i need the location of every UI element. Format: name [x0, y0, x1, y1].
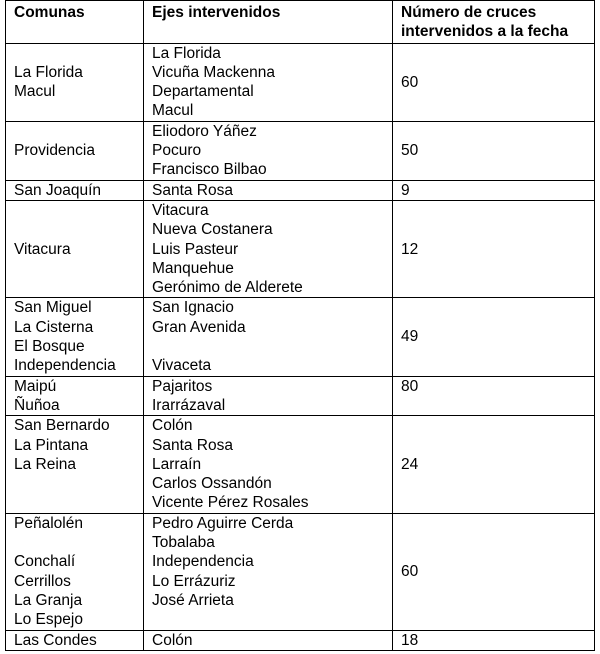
comuna-name: La Reina: [14, 455, 77, 473]
cell-comunas: [6, 180, 144, 200]
cell-comunas: [6, 43, 144, 121]
table-row: [6, 43, 595, 121]
table-header-row: [6, 1, 595, 44]
header-line: Comunas: [14, 4, 85, 21]
comuna-name: Maipú: [14, 377, 57, 395]
cell-cruces: [393, 43, 595, 121]
cell-ejes: [144, 180, 393, 200]
comuna-name: Macul: [14, 83, 56, 101]
cell-cruces: [393, 200, 595, 297]
eje-name: Independencia: [152, 553, 254, 571]
cruces-count: 24: [401, 455, 419, 473]
cell-comunas: [6, 200, 144, 297]
eje-name: La Florida: [152, 44, 221, 62]
table-row: [6, 416, 595, 513]
eje-name: Vicuña Mackenna: [152, 63, 275, 81]
eje-name: Colón: [152, 417, 193, 435]
cell-ejes: [144, 298, 393, 376]
header-line: Número de cruces: [401, 4, 537, 21]
comuna-name: La Florida: [14, 63, 83, 81]
eje-name: Carlos Ossandón: [152, 475, 272, 493]
table-row: [6, 376, 595, 416]
cruces-count: 12: [401, 240, 419, 258]
cell-cruces: [393, 513, 595, 630]
cruces-count: 80: [401, 377, 419, 395]
table-row: [6, 513, 595, 630]
cruces-count: 50: [401, 142, 419, 160]
cell-cruces: [393, 416, 595, 513]
comuna-name: Conchalí: [14, 553, 76, 571]
table-row: [6, 200, 595, 297]
cell-comunas: [6, 416, 144, 513]
eje-name: Manquehue: [152, 259, 234, 277]
comuna-name: San Joaquín: [14, 181, 102, 199]
cell-comunas: [6, 513, 144, 630]
header-cruces: [393, 1, 595, 44]
eje-name: Nueva Costanera: [152, 221, 273, 239]
eje-name: Lo Errázuriz: [152, 572, 236, 590]
header-ejes: [144, 1, 393, 44]
cell-comunas: [6, 298, 144, 376]
eje-name: Pedro Aguirre Cerda: [152, 514, 294, 532]
intersections-table: [5, 0, 595, 651]
comuna-name: Independencia: [14, 357, 116, 375]
table-row: [6, 298, 595, 376]
eje-name: Santa Rosa: [152, 436, 233, 454]
comuna-name: La Cisterna: [14, 318, 94, 336]
cruces-count: 18: [401, 631, 419, 649]
cell-ejes: [144, 200, 393, 297]
cruces-count: 9: [401, 181, 410, 199]
eje-name: Pocuro: [152, 142, 202, 160]
cell-cruces: [393, 180, 595, 200]
cell-cruces: [393, 630, 595, 650]
table-row: [6, 121, 595, 180]
eje-name: Tobalaba: [152, 534, 215, 552]
cell-ejes: [144, 513, 393, 630]
eje-name: San Ignacio: [152, 299, 234, 317]
cell-cruces: [393, 376, 595, 416]
eje-name: Santa Rosa: [152, 181, 233, 199]
header-line: Ejes intervenidos: [152, 4, 281, 21]
comuna-name: [14, 533, 143, 552]
cell-ejes: [144, 43, 393, 121]
eje-name: Pajaritos: [152, 377, 213, 395]
cell-ejes: [144, 376, 393, 416]
cruces-count: 60: [401, 562, 419, 580]
table-row: [6, 630, 595, 650]
comuna-name: Providencia: [14, 142, 95, 160]
eje-name: Francisco Bilbao: [152, 161, 267, 179]
cell-cruces: [393, 121, 595, 180]
eje-name: José Arrieta: [152, 591, 234, 609]
eje-name: Larraín: [152, 455, 202, 473]
comuna-name: El Bosque: [14, 338, 85, 356]
comuna-name: Ñuñoa: [14, 396, 60, 414]
cell-comunas: [6, 376, 144, 416]
comuna-name: La Pintana: [14, 436, 89, 454]
comuna-name: Peñalolén: [14, 514, 83, 532]
comuna-name: Las Condes: [14, 631, 97, 649]
eje-name: Macul: [152, 102, 194, 120]
cruces-count: 49: [401, 328, 419, 346]
eje-name: Gerónimo de Alderete: [152, 279, 303, 297]
cell-ejes: [144, 121, 393, 180]
cell-comunas: [6, 630, 144, 650]
eje-name: Departamental: [152, 83, 254, 101]
comuna-name: Cerrillos: [14, 572, 71, 590]
eje-name: Vivaceta: [152, 357, 212, 375]
eje-name: Colón: [152, 631, 193, 649]
cruces-count: 60: [401, 73, 419, 91]
eje-name: Luis Pasteur: [152, 240, 239, 258]
comuna-name: La Granja: [14, 591, 83, 609]
table-row: [6, 180, 595, 200]
comuna-name: San Bernardo: [14, 417, 110, 435]
cell-ejes: [144, 416, 393, 513]
cell-ejes: [144, 630, 393, 650]
eje-name: Gran Avenida: [152, 318, 246, 336]
comuna-name: Vitacura: [14, 240, 71, 258]
eje-name: Irarrázaval: [152, 396, 226, 414]
cell-comunas: [6, 121, 144, 180]
eje-name: [152, 337, 392, 356]
cell-cruces: [393, 298, 595, 376]
eje-name: Vitacura: [152, 201, 209, 219]
comuna-name: San Miguel: [14, 299, 92, 317]
eje-name: Vicente Pérez Rosales: [152, 494, 309, 512]
header-line: intervenidos a la fecha: [401, 23, 569, 41]
comuna-name: Lo Espejo: [14, 611, 83, 629]
table-body: [6, 43, 595, 650]
eje-name: Eliodoro Yáñez: [152, 122, 257, 140]
header-comunas: [6, 1, 144, 44]
